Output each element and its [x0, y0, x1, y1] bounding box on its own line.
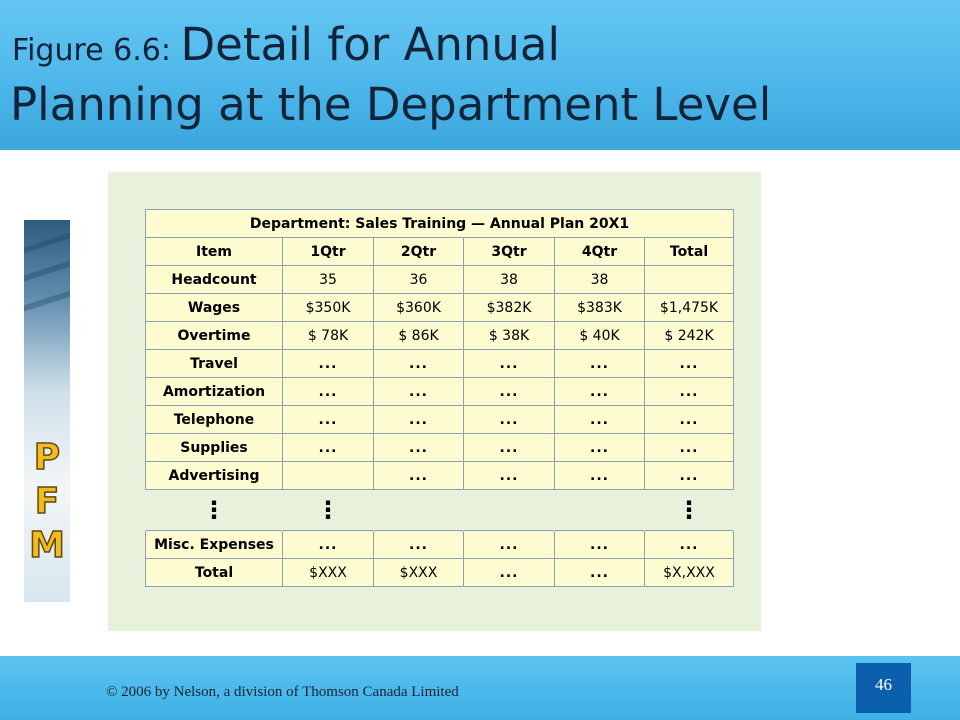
- table-title-row: [146, 210, 734, 238]
- table-total-row: [146, 559, 734, 587]
- gap-cell: [645, 490, 734, 531]
- table-cell: ...: [283, 434, 374, 462]
- table-cell: ...: [283, 531, 374, 559]
- row-label: Misc. Expenses: [146, 531, 283, 559]
- page-number: 46: [875, 675, 892, 694]
- row-label: Total: [146, 559, 283, 587]
- table-row: [146, 350, 734, 378]
- row-label: Overtime: [146, 322, 283, 350]
- sidebar-stripe: [24, 233, 70, 254]
- table-cell: ...: [374, 378, 464, 406]
- table-cell: ...: [283, 378, 374, 406]
- table-cell: 36: [374, 266, 464, 294]
- table-header-row: [146, 238, 734, 266]
- table-cell: [283, 462, 374, 490]
- sidebar-stripe: [24, 291, 70, 312]
- sidebar-stripe: [24, 261, 70, 282]
- row-label: Advertising: [146, 462, 283, 490]
- table-cell: ...: [374, 406, 464, 434]
- table-cell: ...: [555, 559, 645, 587]
- table-cell: $ 78K: [283, 322, 374, 350]
- table-cell: 35: [283, 266, 374, 294]
- column-header: 1Qtr: [283, 238, 374, 266]
- gap-cell: [283, 490, 374, 531]
- gap-cell: [555, 490, 645, 531]
- vertical-ellipsis-icon: ⋮: [202, 496, 226, 524]
- table-cell: ...: [645, 434, 734, 462]
- table-row: [146, 406, 734, 434]
- table-cell: ...: [374, 350, 464, 378]
- table-cell: ...: [464, 434, 555, 462]
- table-cell: ...: [464, 462, 555, 490]
- column-header: Total: [645, 238, 734, 266]
- table-row: [146, 322, 734, 350]
- table-cell: ...: [645, 350, 734, 378]
- table-cell: $ 242K: [645, 322, 734, 350]
- figure-label: Figure 6.6:: [12, 33, 181, 68]
- table-cell: [645, 266, 734, 294]
- table-row: [146, 294, 734, 322]
- table-cell: $XXX: [283, 559, 374, 587]
- gap-cell: [464, 490, 555, 531]
- column-header: 2Qtr: [374, 238, 464, 266]
- table-cell: $ 40K: [555, 322, 645, 350]
- table-cell: $XXX: [374, 559, 464, 587]
- table-row: [146, 266, 734, 294]
- table-cell: $1,475K: [645, 294, 734, 322]
- pfm-letter-m: M: [29, 525, 65, 566]
- table-cell: ...: [464, 378, 555, 406]
- gap-cell: [146, 490, 283, 531]
- table-cell: $383K: [555, 294, 645, 322]
- table-cell: ...: [645, 462, 734, 490]
- copyright-text: © 2006 by Nelson, a division of Thomson Canada Limited: [106, 684, 459, 700]
- table-row: [146, 462, 734, 490]
- table-cell: ...: [283, 406, 374, 434]
- table-cell: $350K: [283, 294, 374, 322]
- table-cell: ...: [555, 350, 645, 378]
- table-cell: 38: [464, 266, 555, 294]
- table-cell: ...: [374, 462, 464, 490]
- row-label: Wages: [146, 294, 283, 322]
- table-row: [146, 378, 734, 406]
- slide-header: [0, 0, 960, 150]
- table-cell: ...: [374, 434, 464, 462]
- table-cell: $ 38K: [464, 322, 555, 350]
- vertical-ellipsis-icon: ⋮: [677, 496, 701, 524]
- slide-title-line1: [12, 18, 560, 71]
- table-cell: ...: [464, 406, 555, 434]
- slide-title-line2: Planning at the Department Level: [10, 78, 772, 131]
- table-cell: ...: [555, 531, 645, 559]
- pfm-letter-p: P: [33, 437, 61, 478]
- table-gap-row: [146, 490, 734, 531]
- table-cell: ...: [645, 531, 734, 559]
- table-cell: $X,XXX: [645, 559, 734, 587]
- table-cell: ...: [645, 378, 734, 406]
- table-cell: $ 86K: [374, 322, 464, 350]
- row-label: Travel: [146, 350, 283, 378]
- row-label: Headcount: [146, 266, 283, 294]
- column-header: Item: [146, 238, 283, 266]
- row-label: Amortization: [146, 378, 283, 406]
- gap-cell: [374, 490, 464, 531]
- pfm-letter-f: F: [34, 481, 60, 522]
- table-cell: $382K: [464, 294, 555, 322]
- annual-plan-table: [145, 209, 734, 587]
- title-text-line1: Detail for Annual: [180, 18, 560, 71]
- column-header: 4Qtr: [555, 238, 645, 266]
- table-cell: ...: [464, 350, 555, 378]
- column-header: 3Qtr: [464, 238, 555, 266]
- table-cell: ...: [555, 434, 645, 462]
- table-cell: 38: [555, 266, 645, 294]
- table-cell: ...: [464, 559, 555, 587]
- table-title: Department: Sales Training — Annual Plan 20X1: [146, 210, 734, 238]
- slide-footer: [0, 656, 960, 720]
- page-number-box: [856, 663, 911, 713]
- row-label: Supplies: [146, 434, 283, 462]
- table-cell: ...: [283, 350, 374, 378]
- row-label: Telephone: [146, 406, 283, 434]
- pfm-sidebar-image: [24, 220, 70, 602]
- table-row: [146, 531, 734, 559]
- vertical-ellipsis-icon: ⋮: [316, 496, 340, 524]
- table-cell: $360K: [374, 294, 464, 322]
- table-cell: ...: [555, 462, 645, 490]
- table-cell: ...: [645, 406, 734, 434]
- table-cell: ...: [374, 531, 464, 559]
- table-cell: ...: [555, 378, 645, 406]
- table-row: [146, 434, 734, 462]
- table-cell: ...: [555, 406, 645, 434]
- table-cell: ...: [464, 531, 555, 559]
